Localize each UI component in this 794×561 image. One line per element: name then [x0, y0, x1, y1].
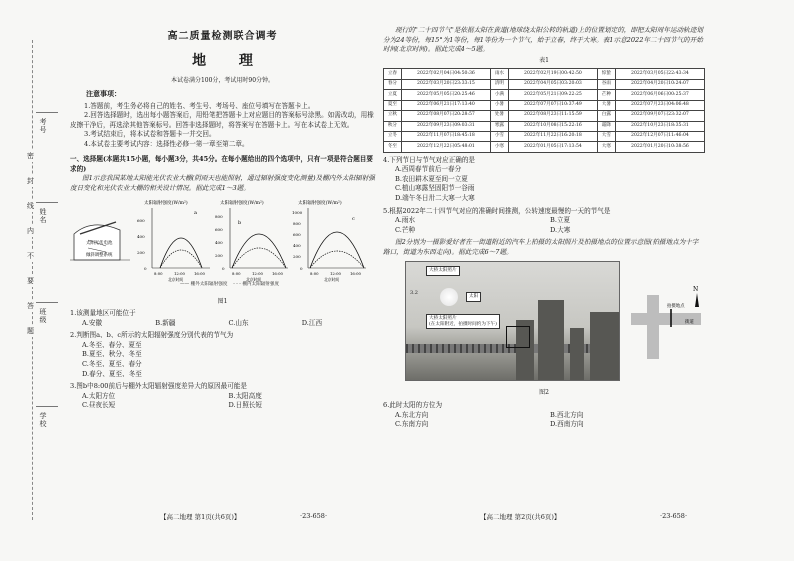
- y-tick: 1000: [292, 209, 303, 215]
- term-time-cell: 2022年03月20日23:33:15: [401, 79, 490, 89]
- subject-title: 地 理: [192, 52, 267, 69]
- option: C.芒种: [395, 225, 416, 234]
- question-6: [383, 401, 705, 430]
- question-stem: 4.下列节日与节气对应正确的是: [383, 155, 476, 164]
- radiation-charts: [136, 198, 368, 284]
- term-time-cell: 2022年10月23日18:35:31: [615, 121, 704, 131]
- seal-char: 封: [27, 177, 34, 185]
- option: D.大寒: [550, 225, 571, 234]
- option: B.夏至、秋分、冬至: [82, 350, 142, 359]
- seal-char: 内: [27, 227, 34, 235]
- sun-icon: [440, 288, 458, 306]
- term-name-cell: 小满: [490, 90, 508, 100]
- term-time-cell: 2022年07月23日04:06:48: [615, 100, 704, 110]
- option: B.新疆: [155, 318, 176, 327]
- term-name-cell: 秋分: [384, 121, 402, 131]
- legend-dashed-icon: - - -: [233, 281, 241, 287]
- x-label: 北京时间: [246, 276, 262, 282]
- figure-legend: [180, 282, 279, 289]
- binding-label-exam-number: 考号: [39, 118, 47, 134]
- building: [590, 312, 620, 380]
- term-time-cell: 2022年08月07日20:28:57: [401, 111, 490, 121]
- figure-caption: 图2: [539, 389, 549, 397]
- option: B.西北方向: [550, 410, 584, 419]
- table-row: [384, 142, 705, 152]
- option: A.安徽: [82, 318, 103, 327]
- y-tick: 200: [215, 252, 223, 258]
- options: [383, 165, 705, 203]
- table-caption: 表1: [539, 56, 549, 64]
- option: C.山东: [228, 318, 249, 327]
- solar-terms-table: [383, 68, 705, 153]
- options: [70, 341, 375, 379]
- location-map: [631, 279, 711, 359]
- chart-tag: a: [194, 209, 197, 216]
- term-name-cell: 立春: [384, 69, 402, 79]
- y-tick: 0: [222, 265, 225, 271]
- option: C.东南方向: [395, 420, 429, 429]
- question-intro: 现行的"二十四节气"是依据太阳在黄道(地球绕太阳公转的轨道)上的位置划定的，即把太阳周年运动轨迹划分为24等份，每15°为1等份，每1等份为一个节气，始于立春，终于大寒。表1示意2022年二十四节气的开始时间(北京时间)。据此完成4～5题。: [383, 26, 703, 54]
- table-row: [384, 90, 705, 100]
- term-name-cell: 小寒: [490, 142, 508, 152]
- notice-item: 1.答题前，考生务必将自己的姓名、考生号、考场号、座位号填写在答题卡上。: [84, 101, 315, 110]
- y-tick: 800: [293, 220, 301, 226]
- option: A.太阳方位: [82, 391, 116, 400]
- chart-title: 太阳辐射强度(W/m²): [220, 200, 264, 206]
- photo-tag-text: (在太阳附近，拍摄时间约为下午): [429, 321, 497, 327]
- seal-char: 不: [27, 252, 34, 260]
- chart-tag: b: [238, 219, 242, 226]
- table-row: [384, 111, 705, 121]
- figure-caption: 图1: [217, 297, 228, 305]
- seal-char: 线: [27, 202, 34, 210]
- house-label: 太阳光伏电池: [86, 240, 113, 246]
- term-name-cell: 惊蛰: [597, 69, 615, 79]
- building: [538, 300, 564, 380]
- page-footer: 【高二地理 第1页(共6页)】: [160, 513, 241, 521]
- binding-blank: [36, 112, 58, 113]
- table-row: [384, 79, 705, 89]
- option: D.端午冬日卅二大寒一大寒: [395, 194, 475, 203]
- photo-tag: 太阳: [466, 292, 481, 302]
- y-tick: 400: [293, 242, 301, 248]
- seal-char: 要: [27, 277, 34, 285]
- option: B.太阳高度: [228, 391, 262, 400]
- term-time-cell: 2022年01月20日10:38:56: [615, 142, 704, 152]
- binding-label-school: 学校: [39, 412, 47, 428]
- y-tick: 800: [215, 213, 223, 219]
- term-name-cell: 谷雨: [597, 79, 615, 89]
- notice-item: 3.考试结束后，将本试卷和答题卡一并交回。: [84, 130, 216, 139]
- y-tick: 0: [144, 265, 147, 271]
- x-tick: 16:00: [194, 270, 205, 276]
- option: C.冬至、夏至、春分: [82, 359, 142, 368]
- binding-strip: [0, 0, 62, 561]
- outdoor-curve: [160, 238, 202, 268]
- term-name-cell: 霜降: [597, 121, 615, 131]
- question-intro: 图2分别为一摄影爱好者在一街道附近的汽车上拍摄的太阳照片及拍摄地点的位置示意图(拍摄地点为十字路口，街道为东西走向)。据此完成6～7题。: [383, 238, 699, 256]
- seal-char: 密: [27, 152, 34, 160]
- chart-a: [137, 199, 210, 282]
- term-time-cell: 2022年01月05日17:13:54: [508, 142, 597, 152]
- term-time-cell: 2022年11月07日18:45:18: [401, 131, 490, 141]
- y-tick: 200: [137, 249, 145, 255]
- term-time-cell: 2022年05月21日09:22:25: [508, 90, 597, 100]
- term-name-cell: 小雪: [490, 131, 508, 141]
- page-code: ·23-658·: [660, 512, 688, 520]
- table-row: [384, 131, 705, 141]
- question-4: [383, 156, 705, 204]
- y-tick: 600: [215, 226, 223, 232]
- option: D.春分、夏至、冬至: [82, 369, 142, 378]
- term-name-cell: 芒种: [597, 90, 615, 100]
- binding-label-name: 姓名: [39, 208, 47, 224]
- term-name-cell: 立秋: [384, 111, 402, 121]
- option: B.农田耕木夏至间一立夏: [395, 174, 468, 183]
- term-time-cell: 2022年04月20日10:24:07: [615, 79, 704, 89]
- question-stem: 1.该测量地区可能位于: [70, 309, 136, 318]
- term-time-cell: 2022年02月19日00:42:50: [508, 69, 597, 79]
- seal-char: 题: [27, 327, 34, 335]
- north-arrow-icon: [695, 293, 699, 307]
- legend-solid-icon: ——: [180, 281, 190, 287]
- y-tick: 600: [137, 217, 145, 223]
- term-time-cell: 2022年06月21日17:13:40: [401, 100, 490, 110]
- term-time-cell: 2022年09月23日09:03:31: [401, 121, 490, 131]
- photo-tag: [426, 314, 500, 329]
- outdoor-curve: [310, 232, 364, 268]
- house-label: 倾斜调整系统: [86, 252, 113, 258]
- term-name-cell: 大寒: [597, 142, 615, 152]
- option: D.日照长短: [228, 401, 263, 410]
- chart-tag: c: [352, 215, 355, 222]
- map-label: 街道: [685, 320, 694, 326]
- option: A.冬至、春分、夏至: [82, 340, 142, 349]
- option: A.东北方向: [395, 410, 429, 419]
- photo-ratio: 3.2: [410, 290, 418, 297]
- greenhouse-diagram: [70, 212, 132, 282]
- notice-item: 2.回答选择题时，选出每小题答案后，用铅笔把答题卡上对应题目的答案标号涂黑。如需改动，用橡皮擦干净后，再选涂其他答案标号。回答非选择题时，将答案写在答题卡上。写在本试卷上无效。: [70, 111, 374, 129]
- chart-title: 太阳辐射强度(W/m²): [144, 200, 188, 206]
- binding-label-class: 班级: [39, 308, 47, 324]
- term-name-cell: 立夏: [384, 90, 402, 100]
- term-name-cell: 寒露: [490, 121, 508, 131]
- x-tick: 16:00: [350, 270, 361, 276]
- x-tick: 8:00: [310, 270, 319, 276]
- term-time-cell: 2022年12月22日05:48:01: [401, 142, 490, 152]
- options: [383, 411, 705, 430]
- indoor-curve: [310, 251, 364, 268]
- term-name-cell: 冬至: [384, 142, 402, 152]
- table-row: [384, 121, 705, 131]
- term-time-cell: 2022年10月08日15:22:16: [508, 121, 597, 131]
- option: B.立夏: [550, 216, 571, 225]
- x-tick: 8:00: [154, 270, 163, 276]
- x-tick: 16:00: [272, 270, 283, 276]
- legend-item: 棚内太阳辐射强度: [242, 281, 280, 287]
- term-name-cell: 处暑: [490, 111, 508, 121]
- question-stem: 6.此时太阳的方位为: [383, 400, 443, 409]
- y-tick: 200: [293, 253, 301, 259]
- question-intro: 图1示意我国某地太阳能光伏农业大棚(阴雨天也能照射，通过辐射强度变化测量)及棚内外太阳辐射强度日变化和光伏农业大棚的相关设计情况。据此完成1～3题。: [70, 174, 375, 192]
- exam-info: 本试卷满分100分，考试用时90分钟。: [170, 76, 275, 84]
- chart-b: [215, 199, 288, 282]
- chart-title: 太阳辐射强度(W/m²): [298, 200, 342, 206]
- term-time-cell: 2022年09月07日23:32:07: [615, 111, 704, 121]
- question-3: [70, 382, 375, 411]
- legend-item: 棚外太阳辐射强度: [190, 281, 228, 287]
- y-tick: 600: [293, 231, 301, 237]
- options: [70, 392, 375, 411]
- table-row: [384, 100, 705, 110]
- x-tick: 8:00: [232, 270, 241, 276]
- options: [383, 216, 705, 235]
- figure-1: [70, 198, 375, 294]
- binding-blank: [36, 302, 58, 303]
- street-map: [631, 279, 711, 359]
- outdoor-curve: [232, 234, 286, 268]
- term-name-cell: 小暑: [490, 100, 508, 110]
- right-page: [383, 26, 705, 430]
- question-2: [70, 331, 375, 379]
- page-code: ·23-658·: [300, 512, 328, 520]
- term-time-cell: 2022年05月05日20:25:46: [401, 90, 490, 100]
- term-name-cell: 立冬: [384, 131, 402, 141]
- figure-2: [383, 261, 705, 389]
- map-label: 拍摄地点: [667, 304, 685, 310]
- building: [570, 328, 584, 380]
- options: [70, 319, 375, 329]
- term-time-cell: 2022年06月06日00:25:37: [615, 90, 704, 100]
- term-name-cell: 夏至: [384, 100, 402, 110]
- exam-title: 高二质量检测联合调考: [167, 31, 278, 42]
- question-stem: 2.判断图a、b、c所示的太阳辐射强度分别代表的节气为: [70, 331, 234, 340]
- term-time-cell: 2022年04月05日03:20:03: [508, 79, 597, 89]
- option: D.西南方向: [550, 420, 584, 429]
- binding-blank: [36, 202, 58, 203]
- binding-blank: [36, 406, 58, 407]
- option: A.雨水: [395, 216, 416, 225]
- term-time-cell: 2022年02月04日04:50:36: [401, 69, 490, 79]
- x-tick: 12:00: [174, 270, 185, 276]
- north-label: N: [693, 286, 699, 294]
- y-tick: 400: [137, 233, 145, 239]
- notice-list: [70, 102, 375, 150]
- term-name-cell: 雨水: [490, 69, 508, 79]
- question-stem: 3.图b中8:00前后与棚外太阳辐射强度差异大的原因最可能是: [70, 382, 247, 391]
- option: C.昼夜长短: [82, 401, 116, 410]
- highlight-box: [506, 326, 530, 348]
- term-time-cell: 2022年03月05日22:43:34: [615, 69, 704, 79]
- term-name-cell: 大暑: [597, 100, 615, 110]
- question-stem: 5.根据2022年二十四节气对应的准确时间推测，公转速度最慢的一天的节气是: [383, 206, 611, 215]
- photo-tag-text: 大桥太阳照片: [429, 316, 457, 322]
- term-name-cell: 春分: [384, 79, 402, 89]
- x-label: 北京时间: [168, 276, 184, 282]
- term-name-cell: 大雪: [597, 131, 615, 141]
- term-name-cell: 白露: [597, 111, 615, 121]
- section-heading: 一、选择题(本题共15小题，每小题3分，共45分。在每小题给出的四个选项中，只有一项是符合题目要求的): [70, 155, 373, 173]
- x-tick: 12:00: [330, 270, 341, 276]
- option: D.江西: [301, 318, 323, 327]
- x-label: 北京时间: [324, 276, 340, 282]
- term-time-cell: 2022年12月07日11:46:04: [615, 131, 704, 141]
- page-footer: 【高二地理 第2页(共6页)】: [480, 513, 561, 521]
- table-row: [384, 69, 705, 79]
- y-tick: 0: [300, 265, 303, 271]
- question-1: [70, 309, 375, 328]
- y-tick: 400: [215, 239, 223, 245]
- question-5: [383, 207, 705, 236]
- option: A.西周春节前后一春分: [395, 165, 462, 174]
- term-time-cell: 2022年08月23日11:15:59: [508, 111, 597, 121]
- photo-tag: 大桥太阳照片: [426, 266, 460, 276]
- term-time-cell: 2022年07月07日10:37:49: [508, 100, 597, 110]
- left-page: [70, 30, 375, 411]
- term-name-cell: 清明: [490, 79, 508, 89]
- x-tick: 12:00: [252, 270, 263, 276]
- notice-item: 4.本试卷主要考试内容：选择性必修一第一章至第二章。: [84, 139, 249, 148]
- option: C.植山寒露坚固阳节一谷雨: [395, 184, 475, 193]
- notice-title: 注意事项：: [86, 89, 121, 99]
- term-time-cell: 2022年11月22日16:20:18: [508, 131, 597, 141]
- chart-c: [292, 199, 366, 282]
- seal-char: 答: [27, 302, 34, 310]
- sun-photo: [405, 261, 620, 381]
